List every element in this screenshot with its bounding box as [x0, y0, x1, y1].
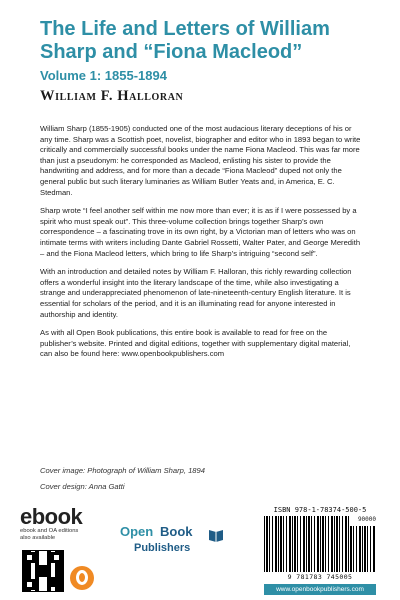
barcode-number: 9 781783 745005 — [287, 573, 353, 581]
author-name: William F. Halloran — [40, 88, 184, 104]
publisher-book-text: Book — [160, 524, 193, 539]
footer — [0, 504, 400, 600]
blurb-paragraph: With an introduction and detailed notes by William F. Halloran, this richly rewarding collection offers a wonderful insight into the literary landscape of the time, while also investigating a strange and underappreciated phenomenon of late-nineteenth-century English literature. It is essential for scholars of the period, and it is an illuminating read for anyone interested in authorship and identity. — [40, 267, 352, 319]
blurb-paragraph: Sharp wrote “I feel another self within me now more than ever; it is as if I were possessed by a spirit who must speak out”. This three-volume collection brings together Sharp’s own correspondence – a fascinating trove in its own right, by a Victorian man of letters who was on intimate terms with writers including Dante Gabriel Rossetti, Walter Pater, and George Meredith – and the Fiona Macleod letters, which bring to life Sharp’s intriguing “second self”. — [40, 206, 361, 258]
publisher-open-text: Open — [120, 524, 154, 539]
credits — [40, 466, 362, 497]
ebook-label: ebook — [20, 504, 83, 529]
publisher-sub-text: Publishers — [134, 542, 191, 554]
ebook-note: ebook and OA editions also available — [20, 528, 79, 541]
publisher-logo — [120, 524, 230, 574]
publisher-url[interactable]: www.openbookpublishers.com — [264, 584, 376, 595]
qr-code-icon[interactable] — [22, 550, 64, 592]
publisher-book-icon — [208, 528, 224, 542]
open-access-icon — [70, 566, 94, 590]
cover-design-credit: Cover design: Anna Gatti — [40, 481, 125, 491]
volume-subtitle: Volume 1: 1855-1894 — [40, 68, 167, 83]
blurb-paragraph: William Sharp (1855-1905) conducted one of the most audacious literary deceptions of his or any time. Sharp was a Scottish poet, novelist, biographer and editor who in 1893 began to write critically and commercially successful books under the name Fiona Macleod. This was far more than just a pseudonym: he corresponded as Macleod, enlisting his sister to provide the handwriting and address, and for more than a decade “Fiona Macleod” duped not only the general public but such literary luminaries as William Butler Yeats and, in America, E. C. Stedman. — [40, 124, 361, 197]
blurb-paragraph: As with all Open Book publications, this entire book is available to read for free on the publisher’s website. Printed and digital editions, together with supplementary digital material, can also be found here: www.openbookpublishers.com — [40, 328, 351, 359]
book-title: The Life and Letters of William Sharp and “Fiona Macleod” — [40, 18, 330, 63]
blurb — [40, 124, 362, 368]
cover-image-credit: Cover image: Photograph of William Sharp, 1894 — [40, 466, 205, 475]
isbn-text: ISBN 978-1-78374-500-5 — [273, 506, 367, 514]
barcode-block — [258, 506, 380, 598]
price-code: 90000 — [350, 516, 376, 526]
